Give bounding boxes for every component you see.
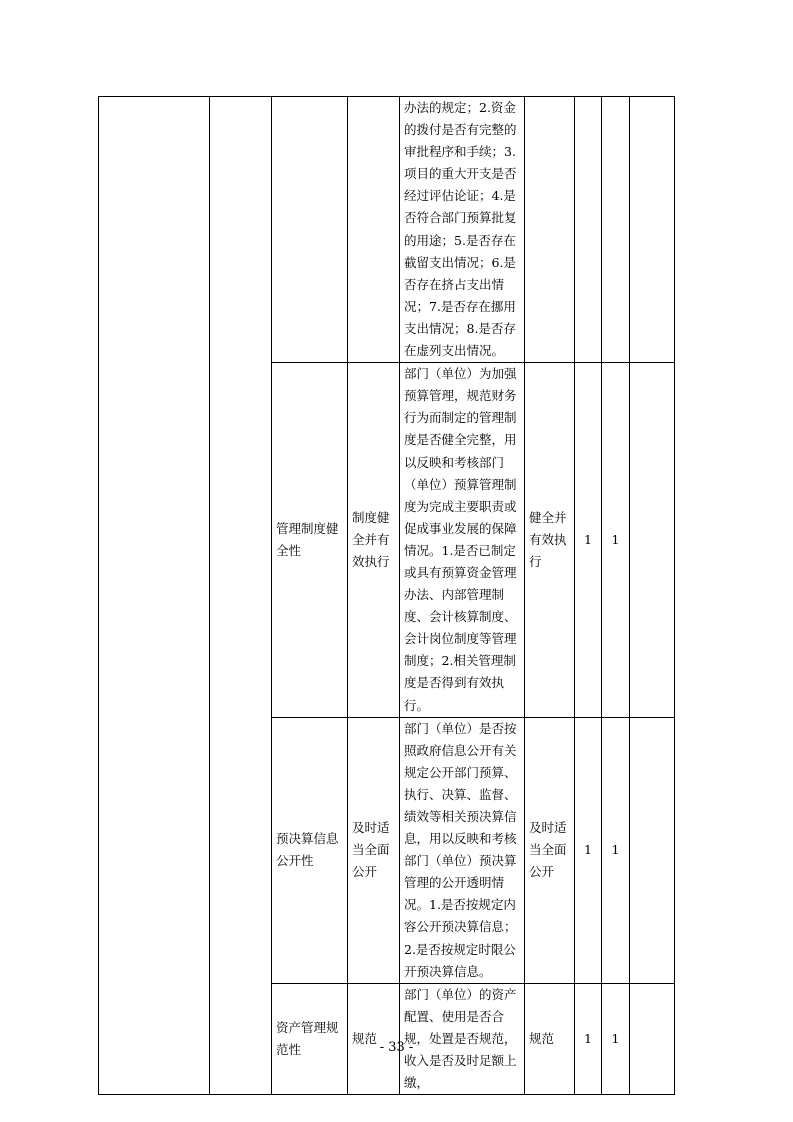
evaluation-table bbox=[98, 96, 675, 1095]
indicator-description-cell: 部门（单位）是否按照政府信息公开有关规定公开部门预算、执行、决算、监督、绩效等相关预决算信息，用以反映和考核部门（单位）预决算管理的公开透明情况。1.是否按规定内容公开预决算信息；2.是否按规定时限公开预决算信息。 bbox=[400, 717, 525, 983]
score-cell: 1 bbox=[602, 717, 630, 983]
indicator-description-cell: 部门（单位）为加强预算管理，规范财务行为而制定的管理制度是否健全完整，用以反映和考核部门（单位）预算管理制度为完成主要职责或促成事业发展的保障情况。1.是否已制定或具有预算资金管理办法、内部管理制度、会计核算制度、会计岗位制度等管理制度；2.相关管理制度是否得到有效执行。 bbox=[400, 363, 525, 718]
level3-indicator-cell: 管理制度健全性 bbox=[272, 363, 348, 718]
note-cell bbox=[630, 717, 675, 983]
level3-indicator-cell: 预决算信息公开性 bbox=[272, 717, 348, 983]
weight-cell: 1 bbox=[575, 983, 602, 1094]
level2-indicator-cell bbox=[210, 97, 272, 1095]
weight-cell: 1 bbox=[575, 363, 602, 718]
scoring-standard-cell: 规范 bbox=[525, 983, 575, 1094]
level1-indicator-cell bbox=[99, 97, 210, 1095]
indicator-description-cell: 办法的规定；2.资金的拨付是否有完整的审批程序和手续；3.项目的重大开支是否经过评估论证；4.是否符合部门预算批复的用途；5.是否存在截留支出情况；6.是否存在挤占支出情况；7.是否存在挪用支出情况；8.是否存在虚列支出情况。 bbox=[400, 97, 525, 363]
note-cell bbox=[630, 983, 675, 1094]
score-cell: 1 bbox=[602, 363, 630, 718]
table-row bbox=[99, 97, 675, 363]
level3-indicator-cell bbox=[272, 97, 348, 363]
weight-cell: 1 bbox=[575, 717, 602, 983]
indicator-description-cell: 部门（单位）的资产配置、使用是否合规，处置是否规范，收入是否及时足额上缴， bbox=[400, 983, 525, 1094]
page-number: - 33 - bbox=[379, 1040, 414, 1055]
note-cell bbox=[630, 363, 675, 718]
score-cell: 1 bbox=[602, 983, 630, 1094]
note-cell bbox=[630, 97, 675, 363]
scoring-standard-cell bbox=[525, 97, 575, 363]
scoring-standard-cell: 健全并有效执行 bbox=[525, 363, 575, 718]
indicator-content-cell: 制度健全并有效执行 bbox=[348, 363, 400, 718]
score-cell bbox=[602, 97, 630, 363]
scoring-standard-cell: 及时适当全面公开 bbox=[525, 717, 575, 983]
indicator-content-cell bbox=[348, 97, 400, 363]
indicator-content-cell: 规范 bbox=[348, 983, 400, 1094]
weight-cell bbox=[575, 97, 602, 363]
indicator-content-cell: 及时适当全面公开 bbox=[348, 717, 400, 983]
level3-indicator-cell: 资产管理规范性 bbox=[272, 983, 348, 1094]
